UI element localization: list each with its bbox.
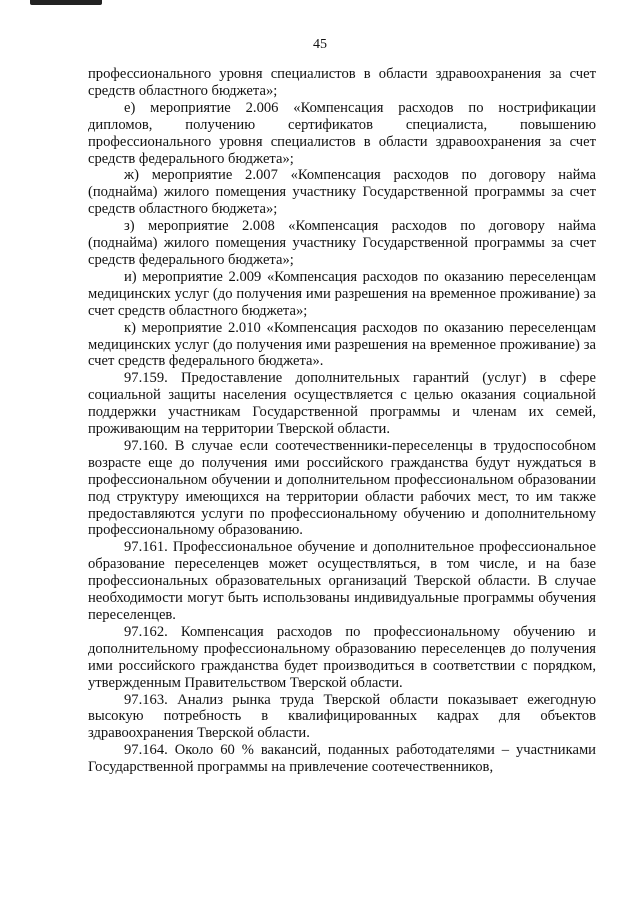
paragraph-measure-2-007: ж) мероприятие 2.007 «Компенсация расходов по договору найма (поднайма) жилого помещения участнику Государственной программы за счет средств областного бюджета»; [88, 167, 596, 218]
paragraph-97-162: 97.162. Компенсация расходов по профессиональному обучению и дополнительному профессиональному образованию переселенцев до получения ими российского гражданства будет производиться в соответствии с порядком, утвержденным Правительством Тверской области. [88, 623, 596, 691]
document-body [88, 66, 596, 776]
paragraph-97-163: 97.163. Анализ рынка труда Тверской области показывает ежегодную высокую потребность в квалифицированных кадрах для объектов здравоохранения Тверской области. [88, 691, 596, 742]
paragraph-continuation: профессионального уровня специалистов в области здравоохранения за счет средств областного бюджета»; [88, 66, 596, 99]
paragraph-measure-2-006: е) мероприятие 2.006 «Компенсация расходов по нострификации дипломов, получению сертификатов специалиста, повышению профессионального уровня специалистов в области здравоохранения за счет средств федерального бюджета»; [88, 99, 596, 167]
paragraph-measure-2-009: и) мероприятие 2.009 «Компенсация расходов по оказанию переселенцам медицинских услуг (до получения ими разрешения на временное проживание) за счет средств областного бюджета»; [88, 268, 596, 319]
paragraph-97-160: 97.160. В случае если соотечественники-переселенцы в трудоспособном возрасте еще до получения ими российского гражданства будут нуждаться в профессиональном обучении и дополнительном профессиональном образовании под структуру имеющихся на территории области рабочих мест, то им также предоставляются услуги по профессиональному обучению и дополнительному профессиональному образованию. [88, 437, 596, 539]
paragraph-measure-2-010: к) мероприятие 2.010 «Компенсация расходов по оказанию переселенцам медицинских услуг (до получения ими разрешения на временное проживание) за счет средств федерального бюджета». [88, 319, 596, 370]
page-number: 45 [313, 37, 327, 52]
paragraph-97-159: 97.159. Предоставление дополнительных гарантий (услуг) в сфере социальной защиты населения осуществляется с целью оказания социальной поддержки участникам Государственной программы и членам их семей, проживающим на территории Тверской области. [88, 370, 596, 438]
paragraph-measure-2-008: з) мероприятие 2.008 «Компенсация расходов по договору найма (поднайма) жилого помещения участнику Государственной программы за счет средств федерального бюджета»; [88, 218, 596, 268]
paragraph-97-161: 97.161. Профессиональное обучение и дополнительное профессиональное образование переселенцев может осуществляться, в том числе, и на базе профессиональных образовательных организаций Тверской области. В случае необходимости могут быть использованы индивидуальные программы обучения переселенцев. [88, 539, 596, 623]
scan-edge-mark [30, 0, 102, 5]
paragraph-97-164: 97.164. Около 60 % вакансий, поданных работодателями – участниками Государственной программы на привлечение соотечественников, [88, 742, 596, 776]
